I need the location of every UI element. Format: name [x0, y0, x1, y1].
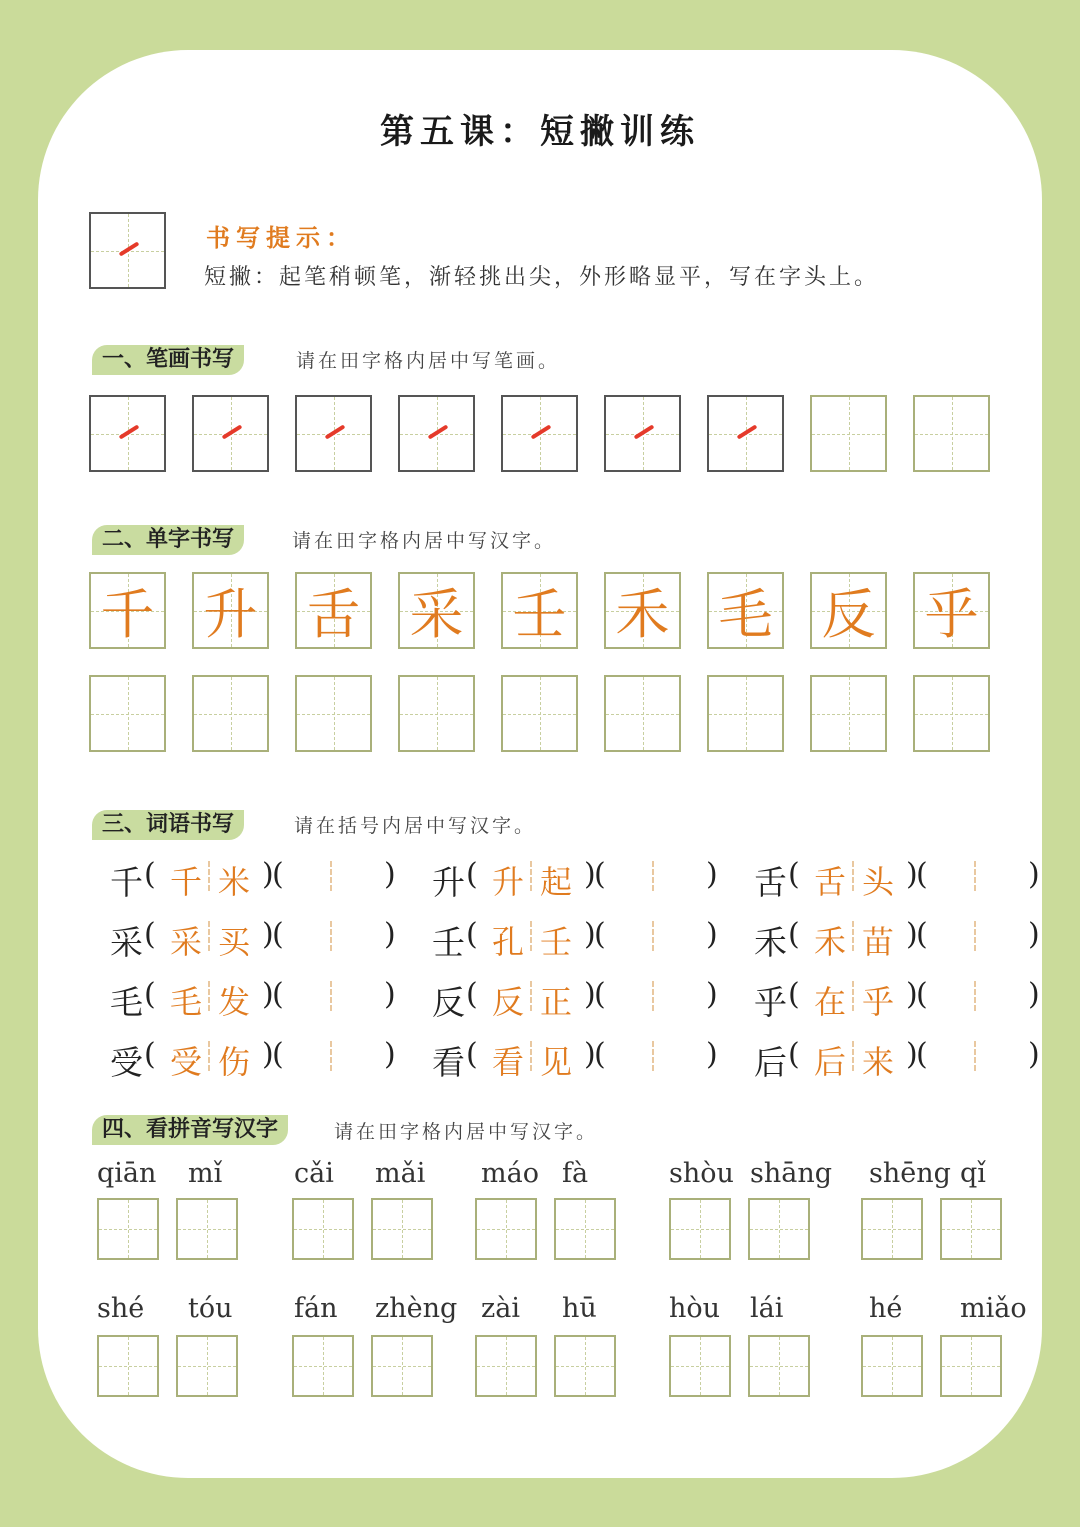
paren-close: )	[262, 917, 274, 952]
short-stroke-icon	[634, 424, 655, 439]
word-head-char: 受	[110, 1043, 143, 1082]
pinyin-label: shāng	[750, 1158, 833, 1189]
paren-open: (	[466, 857, 478, 892]
practice-char-grid[interactable]	[295, 675, 372, 752]
pinyin-label: fán	[294, 1293, 338, 1324]
paren-close: )	[384, 1037, 396, 1072]
pinyin-answer-grid[interactable]	[97, 1335, 159, 1397]
divider	[208, 1041, 210, 1071]
paren-close: )	[1028, 1037, 1040, 1072]
model-char: 升	[203, 583, 258, 646]
pinyin-answer-grid[interactable]	[176, 1335, 238, 1397]
stroke-grid[interactable]	[913, 395, 990, 472]
word-answer-blank[interactable]	[290, 979, 382, 1013]
practice-char-grid[interactable]	[604, 675, 681, 752]
pinyin-answer-grid[interactable]	[748, 1198, 810, 1260]
model-char: 舌	[306, 583, 361, 646]
paren-close: )	[384, 917, 396, 952]
paren-close: )	[262, 977, 274, 1012]
model-word: 采买	[170, 923, 267, 961]
pinyin-answer-grid[interactable]	[475, 1335, 537, 1397]
pinyin-answer-grid[interactable]	[97, 1198, 159, 1260]
practice-char-grid[interactable]	[810, 675, 887, 752]
paren-close: )	[262, 1037, 274, 1072]
practice-char-grid[interactable]	[913, 675, 990, 752]
word-head-char: 千	[110, 863, 143, 902]
model-char-grid[interactable]	[501, 572, 578, 649]
model-word: 受伤	[170, 1043, 267, 1081]
model-word: 禾苗	[814, 923, 911, 961]
divider	[208, 861, 210, 891]
practice-char-grid[interactable]	[398, 675, 475, 752]
section2-desc: 请在田字格内居中写汉字。	[292, 530, 557, 552]
paren-open: (	[916, 977, 928, 1012]
stroke-grid[interactable]	[604, 395, 681, 472]
word-head-char: 反	[432, 983, 465, 1022]
paren-open: (	[594, 917, 606, 952]
divider	[530, 1041, 532, 1071]
pinyin-answer-grid[interactable]	[669, 1198, 731, 1260]
practice-char-grid[interactable]	[707, 675, 784, 752]
practice-char-grid[interactable]	[192, 675, 269, 752]
pinyin-answer-grid[interactable]	[475, 1198, 537, 1260]
pinyin-label: hū	[562, 1293, 597, 1324]
divider	[530, 921, 532, 951]
divider	[652, 861, 654, 891]
paren-close: )	[706, 1037, 718, 1072]
divider	[330, 1041, 332, 1071]
section3-desc: 请在括号内居中写汉字。	[294, 815, 537, 837]
word-answer-blank[interactable]	[612, 1039, 704, 1073]
model-word: 升起	[492, 863, 589, 901]
paren-open: (	[272, 917, 284, 952]
short-stroke-icon	[325, 424, 346, 439]
word-answer-blank[interactable]	[934, 859, 1026, 893]
pinyin-answer-grid[interactable]	[554, 1198, 616, 1260]
section2-heading: 二、单字书写	[92, 525, 244, 555]
practice-char-grid[interactable]	[89, 675, 166, 752]
model-word: 后来	[814, 1043, 911, 1081]
paren-open: (	[594, 857, 606, 892]
model-char: 反	[821, 583, 876, 646]
pinyin-answer-grid[interactable]	[371, 1198, 433, 1260]
pinyin-answer-grid[interactable]	[292, 1198, 354, 1260]
paren-open: (	[916, 857, 928, 892]
pinyin-label: shòu	[669, 1158, 734, 1189]
model-char-grid[interactable]	[295, 572, 372, 649]
paren-close: )	[1028, 917, 1040, 952]
paren-close: )	[706, 977, 718, 1012]
pinyin-label: mǎi	[375, 1158, 426, 1189]
word-head-char: 壬	[432, 923, 465, 962]
divider	[852, 921, 854, 951]
divider	[330, 981, 332, 1011]
hint-example-grid	[89, 212, 166, 289]
model-word: 千米	[170, 863, 267, 901]
section1-desc: 请在田字格内居中写笔画。	[296, 350, 561, 372]
short-stroke-icon	[222, 424, 243, 439]
paren-close: )	[584, 977, 596, 1012]
paren-open: (	[272, 977, 284, 1012]
divider	[974, 861, 976, 891]
divider	[974, 1041, 976, 1071]
model-word: 舌头	[814, 863, 911, 901]
word-answer-blank[interactable]	[290, 859, 382, 893]
hint-text: 短撇：起笔稍顿笔，渐轻挑出尖，外形略显平，写在字头上。	[204, 265, 880, 290]
paren-close: )	[384, 977, 396, 1012]
word-head-char: 看	[432, 1043, 465, 1082]
short-stroke-icon	[737, 424, 758, 439]
pinyin-answer-grid[interactable]	[554, 1335, 616, 1397]
model-word: 反正	[492, 983, 589, 1021]
pinyin-answer-grid[interactable]	[292, 1335, 354, 1397]
pinyin-label: shēng	[869, 1158, 951, 1189]
paren-open: (	[466, 977, 478, 1012]
paren-close: )	[384, 857, 396, 892]
word-answer-blank[interactable]	[934, 919, 1026, 953]
word-answer-blank[interactable]	[934, 979, 1026, 1013]
word-head-char: 升	[432, 863, 465, 902]
paren-close: )	[906, 857, 918, 892]
word-head-char: 后	[754, 1043, 787, 1082]
divider	[974, 921, 976, 951]
stroke-grid[interactable]	[707, 395, 784, 472]
section1-heading: 一、笔画书写	[92, 345, 244, 375]
paren-open: (	[466, 917, 478, 952]
stroke-grid[interactable]	[192, 395, 269, 472]
model-char-grid[interactable]	[192, 572, 269, 649]
pinyin-label: máo	[481, 1158, 539, 1189]
word-answer-blank[interactable]	[612, 919, 704, 953]
paren-close: )	[584, 857, 596, 892]
paren-open: (	[466, 1037, 478, 1072]
hint-label: 书写提示：	[206, 223, 356, 252]
paren-close: )	[906, 977, 918, 1012]
paren-close: )	[1028, 857, 1040, 892]
pinyin-label: cǎi	[294, 1158, 334, 1189]
paren-close: )	[706, 917, 718, 952]
model-char: 壬	[512, 583, 567, 646]
word-head-char: 乎	[754, 983, 787, 1022]
stroke-grid[interactable]	[810, 395, 887, 472]
word-answer-blank[interactable]	[934, 1039, 1026, 1073]
word-head-char: 采	[110, 923, 143, 962]
model-word: 看见	[492, 1043, 589, 1081]
divider	[852, 1041, 854, 1071]
paren-open: (	[144, 917, 156, 952]
pinyin-answer-grid[interactable]	[940, 1335, 1002, 1397]
pinyin-answer-grid[interactable]	[861, 1335, 923, 1397]
pinyin-label: zhèng	[375, 1293, 458, 1324]
page-title: 第五课：短撇训练	[380, 112, 700, 152]
paren-open: (	[272, 857, 284, 892]
divider	[974, 981, 976, 1011]
model-char-grid[interactable]	[398, 572, 475, 649]
divider	[330, 861, 332, 891]
model-word: 在乎	[814, 983, 911, 1021]
paren-open: (	[788, 857, 800, 892]
short-stroke-icon	[119, 424, 140, 439]
word-answer-blank[interactable]	[290, 1039, 382, 1073]
paren-open: (	[788, 977, 800, 1012]
pinyin-label: hòu	[669, 1293, 721, 1324]
word-answer-blank[interactable]	[612, 979, 704, 1013]
divider	[652, 981, 654, 1011]
word-head-char: 禾	[754, 923, 787, 962]
paren-open: (	[144, 977, 156, 1012]
paren-close: )	[906, 1037, 918, 1072]
pinyin-label: lái	[750, 1293, 784, 1324]
paren-close: )	[1028, 977, 1040, 1012]
paren-open: (	[916, 1037, 928, 1072]
divider	[208, 921, 210, 951]
word-head-char: 舌	[754, 863, 787, 902]
model-word: 孔壬	[492, 923, 589, 961]
paren-close: )	[906, 917, 918, 952]
short-stroke-icon	[428, 424, 449, 439]
paren-open: (	[916, 917, 928, 952]
word-head-char: 毛	[110, 983, 143, 1022]
paren-open: (	[272, 1037, 284, 1072]
stroke-grid[interactable]	[295, 395, 372, 472]
short-stroke-icon	[119, 241, 140, 256]
pinyin-label: mǐ	[188, 1158, 223, 1189]
word-answer-blank[interactable]	[612, 859, 704, 893]
short-stroke-icon	[531, 424, 552, 439]
stroke-grid[interactable]	[89, 395, 166, 472]
pinyin-label: miǎo	[960, 1293, 1027, 1324]
paren-close: )	[584, 917, 596, 952]
paren-open: (	[788, 1037, 800, 1072]
paren-open: (	[144, 1037, 156, 1072]
pinyin-label: zài	[481, 1293, 520, 1324]
divider	[330, 921, 332, 951]
pinyin-answer-grid[interactable]	[669, 1335, 731, 1397]
paren-close: )	[262, 857, 274, 892]
pinyin-label: hé	[869, 1293, 903, 1324]
paren-close: )	[706, 857, 718, 892]
model-char: 采	[409, 583, 464, 646]
word-answer-blank[interactable]	[290, 919, 382, 953]
pinyin-answer-grid[interactable]	[748, 1335, 810, 1397]
pinyin-answer-grid[interactable]	[861, 1198, 923, 1260]
paren-open: (	[594, 977, 606, 1012]
model-char: 禾	[615, 583, 670, 646]
section3-heading: 三、词语书写	[92, 810, 244, 840]
section4-heading: 四、看拼音写汉字	[92, 1115, 288, 1145]
stroke-grid[interactable]	[398, 395, 475, 472]
model-char: 千	[100, 583, 155, 646]
pinyin-label: qiān	[97, 1158, 157, 1189]
model-char-grid[interactable]	[604, 572, 681, 649]
paren-open: (	[594, 1037, 606, 1072]
divider	[652, 921, 654, 951]
model-char-grid[interactable]	[707, 572, 784, 649]
pinyin-answer-grid[interactable]	[371, 1335, 433, 1397]
model-char-grid[interactable]	[913, 572, 990, 649]
divider	[530, 981, 532, 1011]
divider	[852, 981, 854, 1011]
model-char-grid[interactable]	[89, 572, 166, 649]
model-char: 毛	[718, 583, 773, 646]
model-char-grid[interactable]	[810, 572, 887, 649]
pinyin-label: qǐ	[960, 1158, 986, 1189]
paren-open: (	[788, 917, 800, 952]
pinyin-label: shé	[97, 1293, 145, 1324]
divider	[852, 861, 854, 891]
paren-close: )	[584, 1037, 596, 1072]
divider	[530, 861, 532, 891]
practice-char-grid[interactable]	[501, 675, 578, 752]
pinyin-label: tóu	[188, 1293, 233, 1324]
pinyin-label: fà	[562, 1158, 589, 1189]
model-word: 毛发	[170, 983, 267, 1021]
section4-desc: 请在田字格内居中写汉字。	[334, 1121, 599, 1143]
paren-open: (	[144, 857, 156, 892]
divider	[208, 981, 210, 1011]
divider	[652, 1041, 654, 1071]
stroke-grid[interactable]	[501, 395, 578, 472]
pinyin-answer-grid[interactable]	[176, 1198, 238, 1260]
pinyin-answer-grid[interactable]	[940, 1198, 1002, 1260]
model-char: 乎	[924, 583, 979, 646]
